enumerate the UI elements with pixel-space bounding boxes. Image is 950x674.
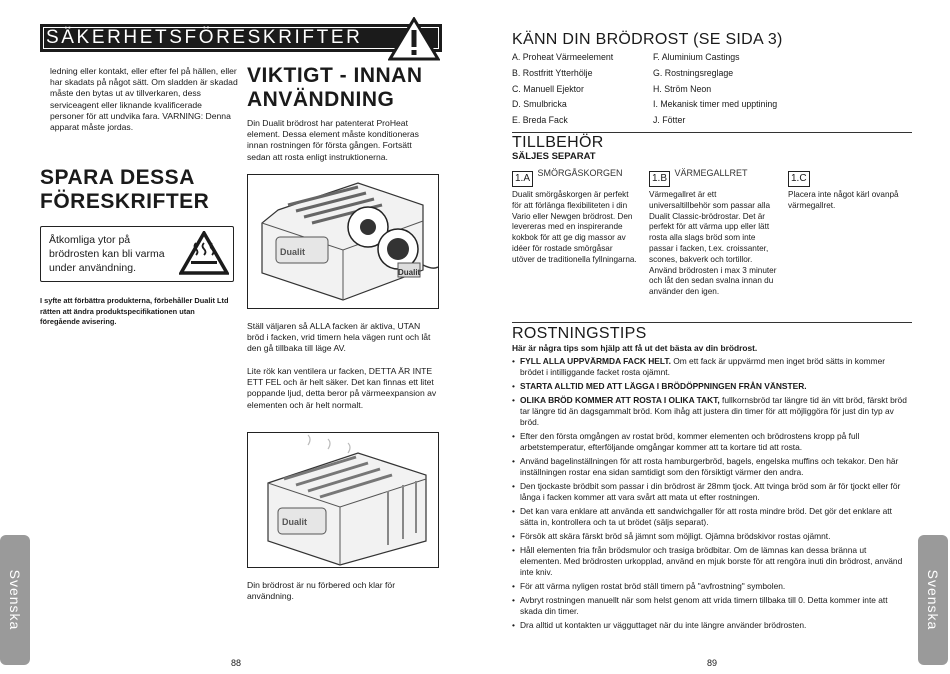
toaster-illustration-1 bbox=[247, 174, 439, 309]
tip-item: • Dra alltid ut kontakten ur vägguttaget när du inte längre använder brödrosten. bbox=[512, 620, 910, 631]
part-a: A. Proheat Värmeelement bbox=[512, 52, 614, 62]
acc-c-label: 1.C bbox=[788, 171, 810, 187]
save-heading bbox=[40, 166, 240, 214]
toaster-illustration-2 bbox=[247, 432, 439, 568]
acc-a-title: SMÖRGÅSKORGEN bbox=[537, 168, 623, 178]
tip1-bold: FYLL ALLA UPPVÄRMDA FACK HELT. bbox=[520, 356, 671, 366]
intro-text: ledning eller kontakt, eller efter fel på hällen, eller har skadats på något sätt. Om sladden är skadad måste den bytas ut av tillverkaren, dess serviceagent eller liknande kvalificerade personer för att undvika fara. VARNING: Denna apparat måste jordas. bbox=[50, 66, 238, 133]
know-heading: KÄNN DIN BRÖDROST (SE SIDA 3) bbox=[512, 31, 783, 48]
accessories-heading: TILLBEHÖR bbox=[512, 134, 604, 151]
tips-list bbox=[512, 356, 910, 634]
hot-surface-box bbox=[40, 226, 234, 282]
acc-c-header bbox=[788, 168, 810, 187]
important-text: Din Dualit brödrost har patenterat ProHeat element. Dessa element måste konditioneras innan rostningen för första gången. Fortsätt sedan att rosta enligt instruktionerna. bbox=[247, 118, 419, 162]
acc-a-header bbox=[512, 168, 622, 187]
ready-text: Din brödrost är nu förbered och klar för användning. bbox=[247, 580, 396, 602]
tip-item bbox=[512, 395, 910, 428]
important-heading-line1: VIKTIGT - INNAN bbox=[247, 64, 423, 87]
tip-item: • Avbryt rostningen manuellt när som helst genom att vrida timern tillbaka till 0. Detta kommer inte att skada din timer. bbox=[512, 595, 910, 617]
tip-item: • Efter den första omgången av rostat bröd, kommer elementen och brödrostens kropp på full arbetstemperatur, efterföljande omgångar kommer att ta kortare tid att rosta. bbox=[512, 431, 910, 453]
toaster-smoke-drawing bbox=[248, 433, 438, 567]
accessories-rule bbox=[512, 132, 912, 133]
acc-b-label: 1.B bbox=[649, 171, 670, 187]
part-c: C. Manuell Ejektor bbox=[512, 83, 584, 94]
left-header-title: SÄKERHETSFÖRESKRIFTER bbox=[46, 27, 363, 48]
tip-item: • Håll elementen fria från brödsmulor och trasiga brödbitar. Om de lämnas kan dessa bränna ut elementen. Med brödrosten urkopplad, använd en mjuk borste för att rengöra inuti din brödrost, använd inte kniv. bbox=[512, 545, 910, 578]
tip-item: • Det kan vara enklare att använda ett sandwichgaller för att rosta mindre bröd. Det gör det enklare att sätta in, kontrollera och ta ut brödet (säljs separat). bbox=[512, 506, 910, 528]
warning-icon bbox=[388, 17, 440, 61]
tip-item bbox=[512, 381, 910, 392]
brand-label: Dualit bbox=[280, 247, 306, 257]
accessories-sub: SÄLJES SEPARAT bbox=[512, 151, 596, 162]
brand-label-3: Dualit bbox=[282, 517, 308, 527]
acc-c-text: Placera inte något kärl ovanpå värmegallret. bbox=[788, 190, 899, 210]
right-language-tab-label: Svenska bbox=[925, 569, 941, 631]
part-i: I. Mekanisk timer med upptining bbox=[653, 99, 778, 110]
left-page-number: 88 bbox=[231, 658, 242, 668]
acc-b-title: VÄRMEGALLRET bbox=[674, 168, 748, 178]
right-page-number: 89 bbox=[707, 658, 718, 668]
tips-heading: ROSTNINGSTIPS bbox=[512, 325, 647, 342]
tips-rule bbox=[512, 322, 912, 323]
step1-text: Ställ väljaren så ALLA facken är aktiva, UTAN bröd i facken, vrid timern hela vägen runt och låt den gå tillbaka till läge AV. bbox=[247, 321, 431, 354]
part-f: F. Aluminium Castings bbox=[653, 52, 740, 62]
part-j: J. Fötter bbox=[653, 115, 686, 126]
tip-item bbox=[512, 356, 910, 378]
part-g: G. Rostningsreglage bbox=[653, 67, 734, 78]
disclaimer: I syfte att förbättra produkterna, förbehåller Dualit Ltd rätten att ändra produktspecifikationen utan föregående avisering. bbox=[40, 296, 229, 326]
tip1-text: Om ett fack är uppvärmd men inget bröd sätts in kommer brödet i intilliggande facket rosta ojämnt. bbox=[520, 356, 886, 377]
acc-a-text: Dualit smörgåskorgen är perfekt för att förlänga flexibiliteten i din Vario eller Newgen brödrost. Den levereras med en inspirerande kokbok för att ge dig massor av idéer för rostade smörgåsar utöver de traditionella fyllningarna. bbox=[512, 190, 637, 264]
acc-b-text: Värmegallret är ett universaltillbehör som passar alla Dualit Classic-brödrostar. Det är perfekt för att värma upp eller lätt rosta alla slags bröd som inte passar i facken, t.ex. croissanter, scones, bakverk och tortillor. Använd brödrosten i max 3 minuter och låt den sedan svalna innan du använder den igen. bbox=[649, 190, 777, 297]
brand-label-2: Dualit bbox=[398, 268, 421, 277]
left-language-tab-label: Svenska bbox=[7, 569, 23, 631]
save-heading-line2: FÖRESKRIFTER bbox=[40, 190, 210, 213]
important-heading bbox=[247, 64, 447, 112]
tip-item: • Den tjockaste brödbit som passar i din brödrost är 28mm tjock. Att tvinga bröd som är för tjockt eller för långa i facken kommer att vara svårt att mata ut efter rostningen. bbox=[512, 481, 910, 503]
left-language-tab bbox=[0, 535, 30, 665]
important-heading-line2: ANVÄNDNING bbox=[247, 88, 395, 111]
part-h: H. Ström Neon bbox=[653, 83, 712, 94]
hot-surface-warning: Åtkomliga ytor på brödrosten kan bli varma under användning. bbox=[49, 234, 165, 274]
parts-list-right bbox=[653, 50, 833, 129]
right-language-tab bbox=[918, 535, 948, 665]
left-header-bar bbox=[40, 24, 442, 52]
part-b: B. Rostfritt Ytterhölje bbox=[512, 67, 593, 78]
part-e: E. Breda Fack bbox=[512, 115, 568, 126]
toaster-timer-drawing bbox=[248, 175, 438, 308]
tip3-text: fullkornsbröd tar längre tid än vitt bröd, färskt bröd tar längre tid än dagsgammalt bröd. Kom ihåg att justera din timer för att möjliggöra för just din typ av bröd. bbox=[520, 395, 907, 427]
acc-b-header bbox=[649, 168, 748, 187]
part-d: D. Smulbricka bbox=[512, 99, 567, 110]
tip-item: • Försök att skära färskt bröd så jämnt som möjligt. Ojämna brödskivor rostas ojämnt. bbox=[512, 531, 910, 542]
parts-list-left bbox=[512, 50, 652, 129]
tip3-bold: OLIKA BRÖD KOMMER ATT ROSTA I OLIKA TAKT, bbox=[520, 395, 720, 405]
tips-intro: Här är några tips som hjälp att få ut det bästa av din brödrost. bbox=[512, 343, 758, 353]
save-heading-line1: SPARA DESSA bbox=[40, 166, 195, 189]
tip2-bold: STARTA ALLTID MED ATT LÄGGA I BRÖDÖPPNINGEN FRÅN VÄNSTER. bbox=[520, 381, 807, 391]
acc-a-label: 1.A bbox=[512, 171, 533, 187]
tip-item: • För att värma nyligen rostat bröd ställ timern på "avfrostning" symbolen. bbox=[512, 581, 910, 592]
tip-item: • Använd bagelinställningen för att rosta hamburgerbröd, bagels, engelska muffins och tekakor. Den här inställningen rostar ena sidan samtidigt som den försiktigt värmer den andra. bbox=[512, 456, 910, 478]
step2-text: Lite rök kan ventilera ur facken, DETTA ÄR INTE ETT FEL och är helt säker. Det kan finnas ett litet poppande ljud, detta beror på värmeexpansion av elementen och är helt normalt. bbox=[247, 366, 437, 410]
hot-surface-icon bbox=[179, 231, 229, 275]
